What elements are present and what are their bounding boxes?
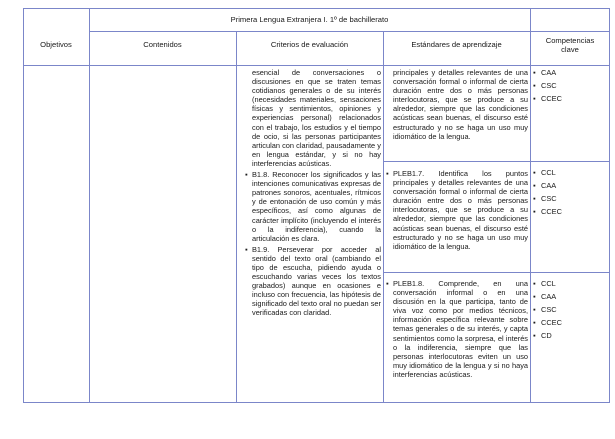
competencias-row1 xyxy=(533,66,562,105)
bullet-icon: ▪ xyxy=(386,279,389,288)
bullet-icon: ▪ xyxy=(533,94,536,103)
competencia-item: ▪ CD xyxy=(533,331,552,340)
row2-bottom xyxy=(383,272,609,273)
criterio-continuation xyxy=(245,68,381,168)
competencias-row2 xyxy=(533,166,562,218)
bullet-icon: ▪ xyxy=(533,207,536,216)
competencia-item: ▪ CSC xyxy=(533,81,557,90)
bullet-icon: ▪ xyxy=(533,279,536,288)
bullet-icon: ▪ xyxy=(245,244,248,254)
criterio-b18-text: B1.8. Reconocer los significados y las intenciones comunicativas expresas de patrones sonoros, acentuales, rítmicos y de entonación de uso común y más específicos, así como algunas de carácter implícito (incluyendo el interés o la indiferencia), cuando la articulación es clara. xyxy=(252,170,381,243)
bullet-icon: ▪ xyxy=(533,168,536,177)
bullet-icon: ▪ xyxy=(533,292,536,301)
table-border-top xyxy=(23,8,609,9)
estandar-ple18 xyxy=(386,279,528,379)
bullet-icon: ▪ xyxy=(533,81,536,90)
competencia-item: ▪ CAA xyxy=(533,68,557,77)
competencia-item: ▪ CAA xyxy=(533,181,557,190)
header-criterios: Criterios de evaluación xyxy=(270,40,349,49)
table-border-bottom xyxy=(23,402,609,403)
criterios-column xyxy=(245,68,381,318)
bullet-icon: ▪ xyxy=(533,331,536,340)
header-contenidos: Contenidos xyxy=(143,40,182,49)
header-row-bottom xyxy=(23,65,609,66)
criterio-b18 xyxy=(245,170,381,243)
col-estandares-right xyxy=(530,8,531,403)
competencia-item: ▪ CCL xyxy=(533,279,556,288)
criterio-b19 xyxy=(245,245,381,318)
header-estandares: Estándares de aprendizaje xyxy=(411,40,502,49)
bullet-icon: ▪ xyxy=(386,169,389,178)
table-border-left xyxy=(23,8,24,403)
col-criterios-right xyxy=(383,31,384,403)
table-title: Primera Lengua Extranjera I. 1º de bachillerato xyxy=(230,15,389,24)
bullet-icon: ▪ xyxy=(533,305,536,314)
title-row-bottom xyxy=(89,31,609,32)
estandar-continuation-text: principales y detalles relevantes de una conversación formal o informal de cierta duración entre dos o más personas interlocutoras, que se produce a su alrededor, siempre que las condiciones acústicas sean buenas, el discurso esté estructurado y no se haga un uso muy idiomático de la lengua. xyxy=(393,68,528,141)
bullet-icon: ▪ xyxy=(533,194,536,203)
table-border-right xyxy=(609,8,610,403)
criterio-continuation-text: esencial de conversaciones o discusiones en que se traten temas cotidianos generales o de su interés (necesidades materiales, sensaciones físicas y sentimientos, opiniones y experiencias personal) relacionados con el trabajo, los estudios y el tiempo de ocio, si las personas participantes articulan con claridad, pausadamente y en lengua estándar, y si no hay interferencias acústicas. xyxy=(252,68,381,168)
estandar-ple18-text: PLEB1.8. Comprende, en una conversación informal o en una discusión en la que participa, tanto de viva voz como por medios técnicos, información específica relevante sobre temas generales o de su interés, y capta sentimientos como la sorpresa, el interés o la indiferencia, siempre que las personas interlocutoras eviten un uso muy idiomático de la lengua y si no haya interferencias acústicas. xyxy=(393,279,528,379)
row1-bottom xyxy=(383,161,609,162)
criterio-b19-text: B1.9. Perseverar por acceder al sentido del texto oral (cambiando el tipo de escucha, pidiendo ayuda o escuchando varias veces los textos grabados) aunque en ocasiones e incluso con frecuencia, las hipótesis de significado del texto oral no puedan ser verificadas con claridad. xyxy=(252,244,381,318)
bullet-icon: ▪ xyxy=(533,318,536,327)
bullet-icon: ▪ xyxy=(533,181,536,190)
competencias-row3 xyxy=(533,277,562,342)
competencia-item: ▪ CSC xyxy=(533,305,557,314)
col-contenidos-right xyxy=(236,31,237,403)
estandar-continuation xyxy=(393,68,528,141)
competencia-item: ▪ CSC xyxy=(533,194,557,203)
estandar-ple17-text: PLEB1.7. Identifica los puntos principales y detalles relevantes de una conversación formal o informal de cierta duración entre dos o más personas interlocutoras, que se produce a su alrededor, siempre que las condiciones acústicas sean buenas, el discurso esté estructurado y no se haga un uso muy idiomático de la lengua. xyxy=(393,169,528,251)
competencia-item: ▪ CCEC xyxy=(533,94,562,103)
estandar-ple17 xyxy=(386,169,528,251)
header-competencias: Competencias clave xyxy=(545,36,595,54)
header-objetivos: Objetivos xyxy=(40,40,72,49)
competencia-item: ▪ CCL xyxy=(533,168,556,177)
competencia-item: ▪ CCEC xyxy=(533,318,562,327)
competencia-item: ▪ CAA xyxy=(533,292,557,301)
bullet-icon: ▪ xyxy=(533,68,536,77)
competencia-item: ▪ CCEC xyxy=(533,207,562,216)
col-objetivos-right xyxy=(89,8,90,403)
bullet-icon: ▪ xyxy=(245,170,248,180)
